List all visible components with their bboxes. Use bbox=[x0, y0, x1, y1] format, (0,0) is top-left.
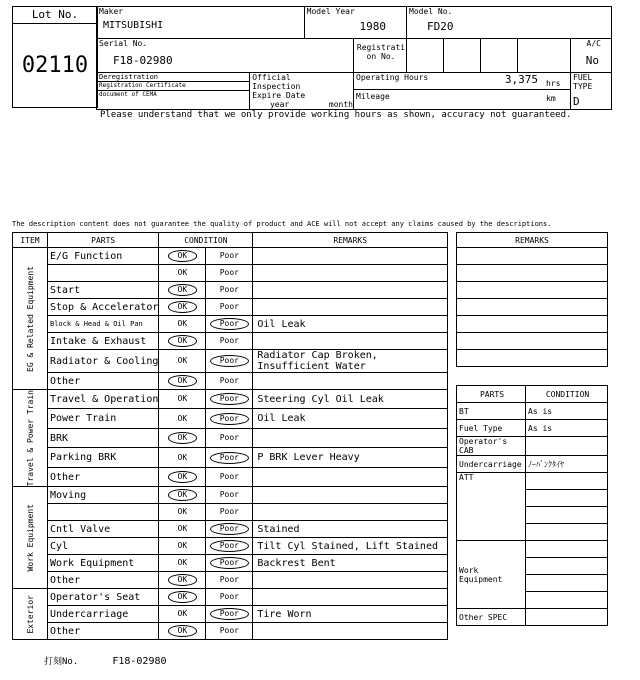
poor-cell bbox=[206, 606, 253, 623]
poor-label: Poor bbox=[219, 268, 239, 277]
right-part-bt: BT bbox=[457, 403, 526, 420]
item-category-label: Exterior bbox=[25, 595, 35, 634]
poor-label: Poor bbox=[210, 608, 249, 620]
serial-no-label: Serial No. bbox=[99, 39, 148, 48]
poor-label: Poor bbox=[219, 376, 239, 385]
poor-label: Poor bbox=[219, 433, 239, 443]
ok-label: OK bbox=[177, 524, 188, 534]
stamp-value: F18-02980 bbox=[112, 656, 167, 667]
poor-label: Poor bbox=[219, 336, 239, 345]
ok-cell bbox=[159, 316, 206, 333]
right-part-fuel-type: Fuel Type bbox=[457, 420, 526, 437]
condition-row bbox=[13, 409, 448, 428]
document-label: document of CEMA bbox=[99, 91, 157, 98]
item-category-label: Work Equipment bbox=[25, 504, 35, 572]
ok-cell bbox=[159, 555, 206, 572]
condition-row bbox=[13, 265, 448, 282]
model-year-label: Model Year bbox=[306, 7, 355, 16]
km-label: km bbox=[546, 94, 556, 103]
ac-value: No bbox=[585, 54, 599, 67]
right-remarks-row bbox=[457, 316, 608, 333]
right-remarks-row bbox=[457, 333, 608, 350]
right-part-att: ATT bbox=[457, 473, 526, 541]
ok-label: OK bbox=[168, 591, 198, 603]
condition-row bbox=[13, 606, 448, 623]
condition-table bbox=[12, 232, 448, 640]
right-remarks-row bbox=[457, 350, 608, 367]
ok-cell bbox=[159, 409, 206, 428]
maker-value: MITSUBISHI bbox=[103, 20, 164, 31]
part-name: Moving bbox=[48, 487, 159, 504]
poor-cell bbox=[206, 555, 253, 572]
poor-label: Poor bbox=[219, 490, 239, 500]
poor-cell bbox=[206, 504, 253, 521]
part-name: Other bbox=[48, 373, 159, 390]
part-name bbox=[48, 265, 159, 282]
right-part-work-equipment: Work Equipment bbox=[457, 541, 526, 609]
right-cond-fuel-type: As is bbox=[526, 420, 608, 437]
part-name: Other bbox=[48, 572, 159, 589]
poor-cell bbox=[206, 448, 253, 467]
remark-cell: Oil Leak bbox=[253, 409, 448, 428]
ok-label: OK bbox=[168, 375, 198, 387]
item-header: ITEM bbox=[13, 233, 48, 248]
right-remarks-row bbox=[457, 282, 608, 299]
part-name: Operator's Seat bbox=[48, 589, 159, 606]
condition-row bbox=[13, 487, 448, 504]
remark-cell bbox=[253, 572, 448, 589]
lot-no-label: Lot No. bbox=[13, 7, 97, 24]
remark-cell bbox=[253, 248, 448, 265]
right-parts-table bbox=[456, 385, 608, 626]
remark-cell bbox=[253, 265, 448, 282]
deregistration-label: Deregistration bbox=[97, 73, 249, 82]
maker-label: Maker bbox=[99, 7, 124, 16]
condition-row bbox=[13, 448, 448, 467]
ok-label: OK bbox=[168, 335, 198, 347]
ok-label: OK bbox=[168, 471, 198, 483]
poor-label: Poor bbox=[219, 592, 239, 602]
remark-cell: P BRK Lever Heavy bbox=[253, 448, 448, 467]
ok-cell bbox=[159, 350, 206, 373]
part-name: Undercarriage bbox=[48, 606, 159, 623]
right-part-operators-cab: Operator's CAB bbox=[457, 437, 526, 456]
condition-row bbox=[13, 623, 448, 640]
remark-cell bbox=[253, 373, 448, 390]
notice-text: Please understand that we only provide working hours as shown, accuracy not guaranteed. bbox=[100, 110, 572, 120]
mileage-label: Mileage bbox=[356, 92, 390, 101]
ok-label: OK bbox=[177, 394, 188, 404]
poor-cell bbox=[206, 350, 253, 373]
ok-cell bbox=[159, 248, 206, 265]
remark-cell: Oil Leak bbox=[253, 316, 448, 333]
ok-label: OK bbox=[168, 284, 198, 296]
item-category bbox=[13, 589, 48, 640]
ok-cell bbox=[159, 467, 206, 487]
ok-cell bbox=[159, 538, 206, 555]
lot-no-value: 02110 bbox=[21, 53, 89, 78]
poor-cell bbox=[206, 282, 253, 299]
ok-cell bbox=[159, 428, 206, 447]
condition-row bbox=[13, 350, 448, 373]
serial-no-value: F18-02980 bbox=[113, 54, 173, 67]
ok-cell bbox=[159, 448, 206, 467]
part-name: Travel & Operation bbox=[48, 390, 159, 409]
condition-header: CONDITION bbox=[159, 233, 253, 248]
vehicle-info-table bbox=[96, 6, 612, 110]
right-remarks-row bbox=[457, 265, 608, 282]
part-name: E/G Function bbox=[48, 248, 159, 265]
part-name: Other bbox=[48, 467, 159, 487]
poor-label: Poor bbox=[219, 575, 239, 585]
item-category bbox=[13, 390, 48, 487]
operating-hours-value: 3,375 bbox=[504, 73, 538, 86]
poor-cell bbox=[206, 316, 253, 333]
condition-row bbox=[13, 373, 448, 390]
ok-label: OK bbox=[168, 432, 198, 444]
stamp-no bbox=[44, 654, 167, 667]
ok-label: OK bbox=[168, 301, 198, 313]
poor-label: Poor bbox=[219, 251, 239, 260]
ok-label: OK bbox=[177, 558, 188, 568]
right-part-undercarriage: Undercarriage bbox=[457, 456, 526, 473]
ok-cell bbox=[159, 373, 206, 390]
year-label: year bbox=[269, 100, 290, 109]
remark-cell bbox=[253, 467, 448, 487]
remark-cell bbox=[253, 589, 448, 606]
ac-label: A/C bbox=[586, 39, 601, 48]
right-part-other-spec: Other SPEC bbox=[457, 609, 526, 626]
ok-label: OK bbox=[168, 574, 198, 586]
ok-label: OK bbox=[177, 356, 188, 365]
ok-cell bbox=[159, 606, 206, 623]
ok-label: OK bbox=[177, 541, 188, 551]
registration-certificate-label: Registration Certificate bbox=[97, 82, 249, 91]
part-name: Stop & Accelerator bbox=[48, 299, 159, 316]
poor-cell bbox=[206, 623, 253, 640]
poor-label: Poor bbox=[219, 472, 239, 482]
poor-label: Poor bbox=[210, 318, 249, 330]
part-name: Block & Head & Oil Pan bbox=[48, 316, 159, 333]
poor-cell bbox=[206, 467, 253, 487]
right-remarks-row bbox=[457, 299, 608, 316]
part-name: Parking BRK bbox=[48, 448, 159, 467]
poor-cell bbox=[206, 390, 253, 409]
part-name: BRK bbox=[48, 428, 159, 447]
right-parts-header: PARTS bbox=[457, 386, 526, 403]
remark-cell bbox=[253, 299, 448, 316]
fuel-type-value: D bbox=[573, 95, 580, 108]
poor-label: Poor bbox=[210, 452, 249, 464]
poor-cell bbox=[206, 373, 253, 390]
poor-label: Poor bbox=[210, 393, 249, 405]
ok-label: OK bbox=[177, 413, 188, 423]
ok-label: OK bbox=[177, 319, 188, 328]
poor-cell bbox=[206, 299, 253, 316]
hrs-label: hrs bbox=[546, 79, 561, 88]
ok-label: OK bbox=[177, 268, 188, 277]
part-name: Other bbox=[48, 623, 159, 640]
remark-cell: Steering Cyl Oil Leak bbox=[253, 390, 448, 409]
item-category bbox=[13, 487, 48, 589]
ok-cell bbox=[159, 333, 206, 350]
poor-cell bbox=[206, 428, 253, 447]
condition-row bbox=[13, 428, 448, 447]
poor-label: Poor bbox=[210, 540, 249, 552]
remark-cell: Radiator Cap Broken, Insufficient Water bbox=[253, 350, 448, 373]
poor-label: Poor bbox=[210, 523, 249, 535]
model-no-label: Model No. bbox=[409, 7, 453, 16]
poor-cell bbox=[206, 333, 253, 350]
ok-cell bbox=[159, 282, 206, 299]
operating-hours-label: Operating Hours bbox=[356, 73, 429, 82]
ok-label: OK bbox=[177, 452, 188, 462]
ok-cell bbox=[159, 572, 206, 589]
right-cond-bt: As is bbox=[526, 403, 608, 420]
poor-label: Poor bbox=[219, 285, 239, 294]
ok-cell bbox=[159, 390, 206, 409]
condition-row bbox=[13, 538, 448, 555]
poor-label: Poor bbox=[219, 507, 239, 517]
condition-row bbox=[13, 316, 448, 333]
lot-box bbox=[12, 6, 98, 108]
condition-row bbox=[13, 572, 448, 589]
model-no-value: FD20 bbox=[427, 20, 454, 33]
part-name: Work Equipment bbox=[48, 555, 159, 572]
remark-cell bbox=[253, 623, 448, 640]
remarks-header: REMARKS bbox=[253, 233, 448, 248]
ok-cell bbox=[159, 487, 206, 504]
inspection-label: Official Inspection Expire Date bbox=[252, 73, 306, 100]
poor-label: Poor bbox=[210, 557, 249, 569]
condition-row bbox=[13, 248, 448, 265]
ok-label: OK bbox=[168, 250, 198, 262]
ok-label: OK bbox=[168, 489, 198, 501]
right-remarks-table bbox=[456, 232, 608, 367]
poor-cell bbox=[206, 265, 253, 282]
ok-cell bbox=[159, 623, 206, 640]
poor-cell bbox=[206, 521, 253, 538]
condition-row bbox=[13, 467, 448, 487]
ok-label: OK bbox=[177, 609, 188, 619]
part-name: Radiator & Cooling bbox=[48, 350, 159, 373]
part-name: Intake & Exhaust bbox=[48, 333, 159, 350]
ok-label: OK bbox=[177, 507, 188, 517]
poor-label: Poor bbox=[210, 413, 249, 425]
right-condition-header: CONDITION bbox=[526, 386, 608, 403]
ok-cell bbox=[159, 504, 206, 521]
item-category-label: EG & Related Equipment bbox=[25, 265, 35, 372]
remark-cell bbox=[253, 487, 448, 504]
part-name: Start bbox=[48, 282, 159, 299]
registration-label: Registrati on No. bbox=[356, 43, 406, 61]
remark-cell: Stained bbox=[253, 521, 448, 538]
remark-cell bbox=[253, 282, 448, 299]
month-label: month bbox=[328, 100, 353, 109]
condition-row bbox=[13, 282, 448, 299]
ok-cell bbox=[159, 299, 206, 316]
model-year-value: 1980 bbox=[359, 20, 386, 33]
fuel-type-label: FUEL TYPE bbox=[573, 73, 593, 91]
condition-row bbox=[13, 555, 448, 572]
remark-cell: Tilt Cyl Stained, Lift Stained bbox=[253, 538, 448, 555]
ok-cell bbox=[159, 265, 206, 282]
poor-label: Poor bbox=[210, 355, 249, 367]
remark-cell: Backrest Bent bbox=[253, 555, 448, 572]
part-name: Cntl Valve bbox=[48, 521, 159, 538]
ok-cell bbox=[159, 589, 206, 606]
remark-cell bbox=[253, 504, 448, 521]
condition-row bbox=[13, 521, 448, 538]
condition-row bbox=[13, 390, 448, 409]
condition-row bbox=[13, 333, 448, 350]
poor-cell bbox=[206, 409, 253, 428]
item-category bbox=[13, 248, 48, 390]
ok-cell bbox=[159, 521, 206, 538]
remark-cell: Tire Worn bbox=[253, 606, 448, 623]
remark-cell bbox=[253, 428, 448, 447]
parts-header: PARTS bbox=[48, 233, 159, 248]
stamp-label: 打刻No. bbox=[44, 657, 79, 667]
condition-row bbox=[13, 589, 448, 606]
right-cond-operators-cab bbox=[526, 437, 608, 456]
disclaimer-text: The description content does not guarantee the quality of product and ACE will not accept any claims caused by the descriptions. bbox=[12, 220, 552, 228]
remark-cell bbox=[253, 333, 448, 350]
part-name: Power Train bbox=[48, 409, 159, 428]
poor-cell bbox=[206, 487, 253, 504]
item-category-label: Travel & Power Train bbox=[25, 390, 35, 487]
part-name bbox=[48, 504, 159, 521]
condition-row bbox=[13, 299, 448, 316]
poor-cell bbox=[206, 248, 253, 265]
poor-cell bbox=[206, 572, 253, 589]
ok-label: OK bbox=[168, 625, 198, 637]
right-remarks-header: REMARKS bbox=[457, 233, 608, 248]
poor-cell bbox=[206, 589, 253, 606]
part-name: Cyl bbox=[48, 538, 159, 555]
condition-row bbox=[13, 504, 448, 521]
poor-cell bbox=[206, 538, 253, 555]
right-remarks-row bbox=[457, 248, 608, 265]
poor-label: Poor bbox=[219, 626, 239, 636]
right-cond-undercarriage: ﾉｰﾊﾞﾝｸﾀｲﾔ bbox=[526, 456, 608, 473]
poor-label: Poor bbox=[219, 302, 239, 311]
